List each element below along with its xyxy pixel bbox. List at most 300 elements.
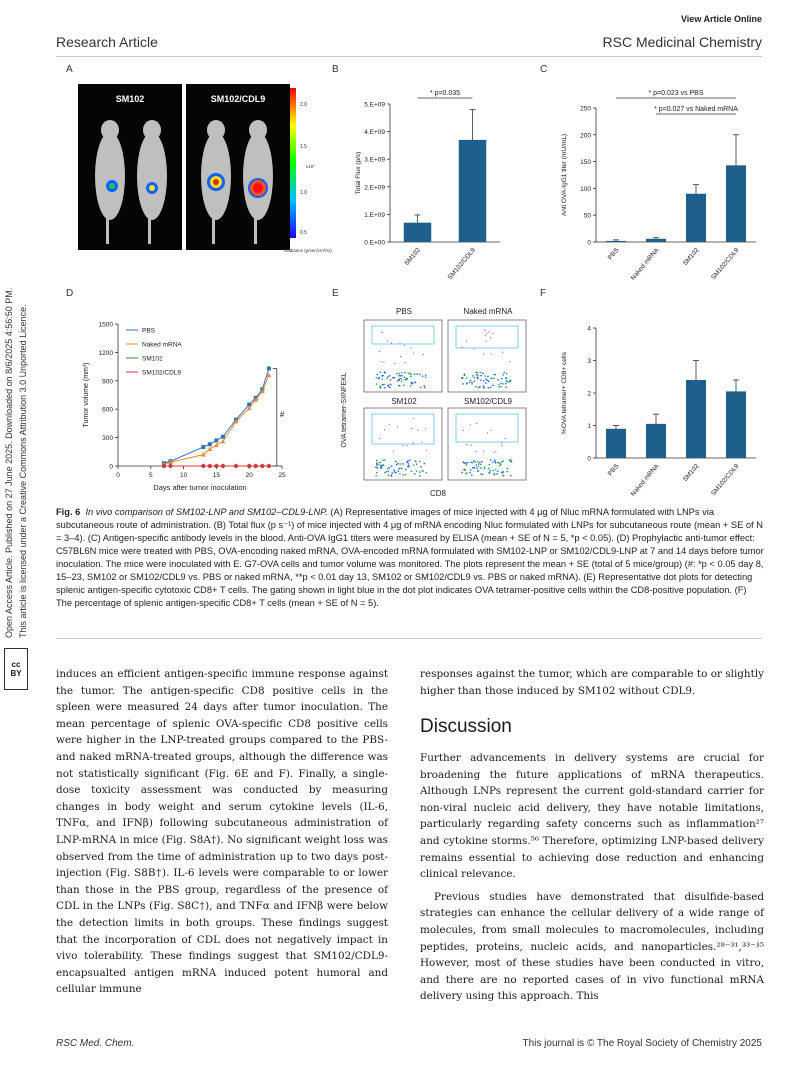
bar xyxy=(686,194,706,242)
figure-caption-text: (A) Representative images of mice injected with 4 μg of Nluc mRNA formulated with LNPs via subcutaneous route of administration. (B) Total flux (p s⁻¹) of mice injected with 4 μg of mRNA encoding Nluc formulated with LNPs for subcutaneous route (mean + SE of N = 3–4). (C) Antigen-specific antibody levels in the blood. Anti-OVA IgG1 titers were measured by ELISA (mean + SE of N = 5, *p < 0.05). (D) Prophylactic anti-tumor effect: C57BL6N mice were treated with PBS, OVA-encoding naked mRNA, OVA-encoded mRNA formulated with SM102-LNP or SM102/CDL9-LNP at 7 and 14 days before tumor inoculation. The mice were inoculated with E. G7-OVA cells and tumor volume was monitored. The plots represent the mean + SE (total of 5 mice/group) (#: *p < 0.05 day 8, 15–23, SM102 or SM102/CDL9 vs. PBS or naked mRNA, **p < 0.01 day 13, SM102 or SM102/CDL9 vs. PBS or naked mRNA). (E) Representative dot plots for detecting splenic antigen-specific cytotoxic CD8+ T cells. The gating shown in light blue in the dot plot indicates OVA tetramer-positive cells within the CD8-positive population. (F) The percentage of splenic antigen-specific CD8+ T cells (mean + SE of N = 5). xyxy=(56,507,764,608)
dot-plot-event xyxy=(478,463,480,465)
y-tick-label: 2.E+09 xyxy=(364,184,385,192)
y-tick-label: 0 xyxy=(587,239,591,247)
dot-plot-event xyxy=(397,470,399,472)
dot-plot-event xyxy=(476,372,478,374)
footer-copyright: This journal is © The Royal Society of Chemistry 2025 xyxy=(522,1038,762,1049)
dot-plot-event xyxy=(392,377,394,379)
dot-plot-event xyxy=(422,470,424,472)
dot-plot-event xyxy=(416,373,418,375)
dot-plot-event xyxy=(404,345,405,346)
dot-plot-event xyxy=(495,469,497,471)
dot-plot-event xyxy=(467,462,469,464)
dot-plot-event xyxy=(479,462,481,464)
dot-plot-event xyxy=(422,441,423,442)
dot-plot-event xyxy=(380,387,382,389)
legend-label: SM102 xyxy=(142,355,163,363)
dot-plot-event xyxy=(465,462,467,464)
dot-plot-event xyxy=(408,463,410,465)
dot-plot-event xyxy=(416,470,418,472)
dot-plot-event xyxy=(497,470,499,472)
dot-plot-event xyxy=(490,387,492,389)
dot-plot-event xyxy=(417,430,418,431)
dot-plot-event xyxy=(462,377,464,379)
dot-plot-event xyxy=(386,471,388,473)
dot-plot-event xyxy=(474,377,476,379)
dot-plot-event xyxy=(470,462,472,464)
dot-plot-event xyxy=(413,418,414,419)
dot-plot-event xyxy=(487,380,489,382)
y-axis-label: %OVA tetramer+ CD8+ cells xyxy=(561,352,568,434)
figure-caption xyxy=(56,506,764,610)
dot-plot-event xyxy=(507,468,509,470)
y-tick-label: 100 xyxy=(580,185,591,193)
by-label: BY xyxy=(10,669,22,678)
panel-letter-e: E xyxy=(332,288,339,299)
dot-plot-event xyxy=(419,374,421,376)
dot-plot-event xyxy=(413,352,414,353)
dot-plot-event xyxy=(414,381,416,383)
y-tick-label: 50 xyxy=(583,212,591,220)
dot-plot-event xyxy=(394,471,396,473)
dot-plot-event xyxy=(420,466,422,468)
dot-plot-event xyxy=(470,380,472,382)
bar xyxy=(646,239,666,242)
panel-letter-f: F xyxy=(540,288,547,299)
panel-b-chart xyxy=(344,84,514,280)
panel-letter-c: C xyxy=(540,64,548,75)
dot-plot-event xyxy=(414,473,416,475)
bar xyxy=(726,165,746,242)
dot-plot-event xyxy=(471,474,473,476)
significance-hash: # xyxy=(279,409,285,419)
dot-plot-event xyxy=(506,373,508,375)
dot-plot-event xyxy=(423,354,424,355)
legend-label: SM102/CDL9 xyxy=(142,369,182,377)
y-tick-label: 2 xyxy=(587,390,591,398)
dot-plot-event xyxy=(509,361,510,362)
dot-plot-event xyxy=(384,429,385,430)
body-paragraph-continued: responses against the tumor, which are comparable to or slightly higher than those induced by SM102 without CDL9. xyxy=(420,668,764,697)
dot-plot-event xyxy=(472,462,474,464)
data-point xyxy=(221,435,225,439)
open-access-note: Open Access Article. Published on 27 June 2025. Downloaded on 8/6/2025 4:56:50 PM. xyxy=(4,287,14,638)
dot-plot-event xyxy=(488,380,490,382)
running-header-right: RSC Medicinal Chemistry xyxy=(602,34,762,50)
ivis-label-sm102: SM102 xyxy=(115,94,145,104)
dot-plot-event xyxy=(485,335,486,336)
dot-plot-event xyxy=(492,470,494,472)
caption-divider xyxy=(56,638,762,639)
dot-plot-event xyxy=(383,464,385,466)
dot-plot-event xyxy=(464,373,466,375)
dot-plot-event xyxy=(464,469,466,471)
dot-plot-event xyxy=(379,351,380,352)
dot-plot-event xyxy=(484,375,486,377)
dot-plot-event xyxy=(488,464,490,466)
dot-plot-event xyxy=(480,379,482,381)
dot-plot-event xyxy=(426,450,427,451)
dot-plot-event xyxy=(496,473,498,475)
dot-plot-event xyxy=(510,461,512,463)
dot-plot-event xyxy=(401,372,403,374)
dot-plot-event xyxy=(466,377,468,379)
dot-plot-event xyxy=(413,464,415,466)
dot-plot-event xyxy=(379,372,381,374)
x-tick-label: SM102 xyxy=(681,462,701,484)
dot-plot-event xyxy=(471,383,473,385)
dot-plot-event xyxy=(425,376,427,378)
dot-plot-event xyxy=(474,348,475,349)
dot-plot-event xyxy=(384,459,386,461)
colorbar-tick-4: 0.5 xyxy=(300,230,307,236)
y-tick-label: 250 xyxy=(580,105,591,113)
significance-label: * p=0.023 vs PBS xyxy=(648,90,704,97)
dot-plot-event xyxy=(395,461,397,463)
footer-journal: RSC Med. Chem. xyxy=(56,1038,135,1049)
dot-plot-event xyxy=(386,377,388,379)
panel-d-chart xyxy=(78,312,308,498)
dot-plot-event xyxy=(490,430,491,431)
dot-plot-event xyxy=(476,464,478,466)
dot-plot-event xyxy=(475,386,477,388)
x-tick-label: SM102/CDL9 xyxy=(710,462,741,498)
dot-plot-event xyxy=(399,373,401,375)
dot-plot-event xyxy=(482,373,484,375)
x-tick-label: SM102/CDL9 xyxy=(446,246,478,282)
dot-plot-event xyxy=(382,375,384,377)
dot-plot-event xyxy=(405,469,407,471)
dot-plot-event xyxy=(488,387,490,389)
dot-plot-event xyxy=(425,374,427,376)
data-point xyxy=(207,446,212,451)
y-tick-label: 4 xyxy=(587,325,591,333)
dot-plot-event xyxy=(391,472,393,474)
dot-plot-event xyxy=(384,371,386,373)
view-article-online-link[interactable]: View Article Online xyxy=(680,14,762,24)
dot-plot-event xyxy=(501,378,503,380)
y-axis-label: Tumor volume (mm³) xyxy=(83,362,90,428)
data-point xyxy=(214,464,219,469)
dot-plot-event xyxy=(494,461,496,463)
dot-plot-event xyxy=(497,379,499,381)
dot-plot-event xyxy=(502,352,503,353)
dot-plot-event xyxy=(506,471,508,473)
x-tick-label: Naked mRNA xyxy=(629,246,661,282)
dot-plot-event xyxy=(383,362,384,363)
series-line xyxy=(164,375,269,464)
dot-plot-event xyxy=(422,375,424,377)
dot-plot-event xyxy=(381,378,383,380)
y-tick-label: 1200 xyxy=(98,349,113,357)
dot-plot-event xyxy=(509,459,511,461)
colorbar-tick-1: 2.0 xyxy=(300,102,307,108)
panel-letter-d: D xyxy=(66,288,74,299)
y-tick-label: 3.E+09 xyxy=(364,156,385,164)
dot-plot-event xyxy=(376,460,378,462)
dot-plot-event xyxy=(502,383,504,385)
dot-plot-event xyxy=(483,451,484,452)
body-column-right-top xyxy=(420,666,764,699)
dot-plot-event xyxy=(486,333,487,334)
dot-plot-event xyxy=(466,383,468,385)
x-axis-label: Days after tumor inoculation xyxy=(153,483,247,492)
dot-plot-event xyxy=(416,463,418,465)
dot-plot-event xyxy=(471,445,472,446)
dot-plot-event xyxy=(503,474,505,476)
dot-plot-event xyxy=(413,442,414,443)
dot-plot-event xyxy=(400,356,401,357)
y-tick-label: 150 xyxy=(580,159,591,167)
dot-plot-event xyxy=(407,461,409,463)
x-tick-label: PBS xyxy=(606,462,621,478)
significance-label: * p=0.035 xyxy=(429,90,461,97)
dot-plot-event xyxy=(497,462,499,464)
dot-plot-event xyxy=(401,380,403,382)
dot-plot-event xyxy=(375,475,377,477)
dot-plot-event xyxy=(502,460,504,462)
dot-plot-event xyxy=(379,438,380,439)
dot-plot-event xyxy=(383,384,385,386)
dot-plot-event xyxy=(399,385,401,387)
dot-plot-event xyxy=(407,445,408,446)
dot-plot-event xyxy=(425,428,426,429)
data-point xyxy=(234,464,239,469)
y-tick-label: 0.E+00 xyxy=(364,239,385,247)
dot-plot-event xyxy=(401,375,403,377)
dot-plot-event xyxy=(470,424,471,425)
dot-plot-event xyxy=(474,467,476,469)
dot-plot-label-pbs: PBS xyxy=(395,307,413,316)
dot-plot-event xyxy=(473,460,475,462)
discussion-paragraph-1: Further advancements in delivery systems are crucial for broadening the future applications of mRNA therapeutics. Although LNPs represent the current gold-standard carrier for non-viral nucleic acid delivery, they have notable limitations, particularly regarding safety concerns such as inflammation²⁷ and cytokine storms.⁵⁶ Therefore, optimizing LNP-based delivery remains essential to achieving dose reduction and enhancing clinical relevance. xyxy=(420,752,764,881)
dot-plot-event xyxy=(466,444,467,445)
dot-plot-event xyxy=(478,470,480,472)
dot-plot-label-naked: Naked mRNA xyxy=(463,307,513,316)
dot-plot-event xyxy=(480,473,482,475)
dot-plot-event xyxy=(505,383,507,385)
dot-plot-event xyxy=(472,375,474,377)
dot-plot-event xyxy=(389,387,391,389)
panel-e-dot-plots xyxy=(338,300,538,500)
dot-plot-event xyxy=(461,472,463,474)
dot-plot-event xyxy=(396,464,398,466)
y-tick-label: 900 xyxy=(102,378,113,386)
significance-label: * p=0.027 vs Naked mRNA xyxy=(654,106,738,113)
y-tick-label: 0 xyxy=(109,463,113,471)
dot-plot-event xyxy=(484,330,485,331)
dot-plot-event xyxy=(403,384,405,386)
bar xyxy=(726,391,746,458)
dot-plot-event xyxy=(399,343,400,344)
dot-plot-event xyxy=(485,382,487,384)
data-point xyxy=(214,438,218,442)
y-axis-label: Total Flux (p/s) xyxy=(355,151,362,195)
dot-plot-event xyxy=(399,473,401,475)
dot-plot-event xyxy=(389,424,390,425)
bar xyxy=(606,241,626,242)
dot-plot-event xyxy=(420,387,422,389)
dot-plot-event xyxy=(408,373,410,375)
dot-plot-event xyxy=(506,380,508,382)
dot-plot-event xyxy=(480,464,482,466)
dot-plot-event xyxy=(376,374,378,376)
dot-plot-event xyxy=(477,375,479,377)
dot-plot-event xyxy=(510,475,512,477)
dot-plot-event xyxy=(498,384,500,386)
colorbar-label: Radiance (p/sec/cm²/sr) xyxy=(284,248,332,253)
dot-plot-event xyxy=(384,472,386,474)
dot-plot-event xyxy=(412,382,414,384)
data-point xyxy=(208,442,212,446)
y-tick-label: 600 xyxy=(102,406,113,414)
dot-plot-event xyxy=(487,376,489,378)
data-point xyxy=(214,443,219,448)
dot-plot-event xyxy=(463,461,465,463)
dot-plot-event xyxy=(396,373,398,375)
cc-by-badge[interactable] xyxy=(4,648,28,690)
dot-plot-event xyxy=(501,472,503,474)
dot-plot-event xyxy=(507,381,509,383)
dot-plot-event xyxy=(493,473,495,475)
dot-plot-event xyxy=(411,471,413,473)
dot-plot-label-sm102-cdl9: SM102/CDL9 xyxy=(463,397,513,406)
dot-plot-event xyxy=(483,387,485,389)
dot-plot-event xyxy=(501,442,502,443)
dot-plot-event xyxy=(491,377,493,379)
y-tick-label: 4.E+09 xyxy=(364,129,385,137)
dot-plot-event xyxy=(376,472,378,474)
x-tick-label: SM102 xyxy=(681,246,701,268)
dot-plot-event xyxy=(393,377,395,379)
y-tick-label: 0 xyxy=(587,455,591,463)
dot-plot-event xyxy=(410,376,412,378)
x-tick-label: SM102 xyxy=(403,246,423,268)
dot-plot-event xyxy=(404,376,406,378)
x-tick-label: 0 xyxy=(116,472,120,479)
dot-plot-event xyxy=(414,373,416,375)
dot-plot-event xyxy=(391,475,393,477)
y-tick-label: 300 xyxy=(102,435,113,443)
dot-plot-event xyxy=(411,428,412,429)
dot-plot-event xyxy=(477,461,479,463)
dot-plot-event xyxy=(400,375,402,377)
dot-plot-event xyxy=(509,379,511,381)
figure-title: In vivo comparison of SM102-LNP and SM102–CDL9-LNP. xyxy=(85,507,328,517)
data-point xyxy=(220,464,225,469)
licence-note[interactable]: This article is licensed under a Creative Commons Attribution 3.0 Unported Licence. xyxy=(18,304,28,638)
dot-plot-event xyxy=(406,379,408,381)
dot-plot-event xyxy=(403,474,405,476)
dot-plot-event xyxy=(376,462,378,464)
dot-plot-event xyxy=(387,340,388,341)
panel-e-ylabel: OVA tetramer-SIINFEKL xyxy=(341,372,348,448)
dot-plot-event xyxy=(485,378,487,380)
ivis-label-sm102-cdl9: SM102/CDL9 xyxy=(210,94,266,104)
dot-plot-event xyxy=(419,461,421,463)
dot-plot-event xyxy=(476,423,477,424)
dot-plot-label-sm102: SM102 xyxy=(391,397,417,406)
legend-label: PBS xyxy=(142,327,156,335)
running-header-left: Research Article xyxy=(56,34,158,50)
colorbar-tick-3: 1.0 xyxy=(300,190,307,196)
x-tick-label: Naked mRNA xyxy=(629,462,661,498)
dot-plot-event xyxy=(493,377,495,379)
dot-plot-event xyxy=(492,384,494,386)
dot-plot-event xyxy=(399,463,401,465)
panel-a-ivis-images xyxy=(78,84,332,264)
dot-plot-event xyxy=(391,465,393,467)
dot-plot-event xyxy=(376,383,378,385)
dot-plot-event xyxy=(389,383,391,385)
dot-plot-event xyxy=(484,468,486,470)
dot-plot-event xyxy=(505,377,507,379)
dot-plot-event xyxy=(389,375,391,377)
dot-plot-event xyxy=(466,340,467,341)
dot-plot-event xyxy=(381,361,382,362)
panel-letter-a: A xyxy=(66,64,73,75)
dot-plot-frame xyxy=(448,408,526,480)
legend-label: Naked mRNA xyxy=(142,341,182,349)
dot-plot-event xyxy=(379,377,381,379)
panel-e-xlabel: CD8 xyxy=(429,489,447,498)
dot-plot-event xyxy=(409,459,411,461)
y-axis-label: Anti OVA-IgG1 titer (mU/mL) xyxy=(561,133,568,217)
dot-plot-event xyxy=(509,381,511,383)
dot-plot-event xyxy=(384,387,386,389)
dot-plot-event xyxy=(378,463,380,465)
dot-plot-event xyxy=(379,462,381,464)
dot-plot-event xyxy=(474,461,476,463)
dot-plot-event xyxy=(494,374,496,376)
dot-plot-event xyxy=(390,379,392,381)
dot-plot-event xyxy=(482,474,484,476)
dot-plot-event xyxy=(476,467,478,469)
dot-plot-event xyxy=(461,347,462,348)
dot-plot-event xyxy=(476,374,478,376)
dot-plot-event xyxy=(484,466,486,468)
y-tick-label: 1 xyxy=(587,423,591,430)
dot-plot-event xyxy=(391,342,392,343)
dot-plot-event xyxy=(469,382,471,384)
dot-plot-event xyxy=(499,465,501,467)
dot-plot-event xyxy=(382,459,384,461)
data-point xyxy=(260,464,265,469)
x-tick-label: 25 xyxy=(278,472,286,479)
dot-plot-event xyxy=(492,333,493,334)
dot-plot-event xyxy=(493,452,494,453)
dot-plot-event xyxy=(387,376,389,378)
dot-plot-event xyxy=(408,466,410,468)
header-divider xyxy=(56,56,762,57)
dot-plot-event xyxy=(404,372,406,374)
dot-plot-event xyxy=(491,353,492,354)
bar xyxy=(404,223,432,242)
colorbar-unit: x10⁷ xyxy=(306,164,315,169)
dot-plot-event xyxy=(393,451,394,452)
dot-plot-event xyxy=(483,385,485,387)
dot-plot-event xyxy=(380,467,382,469)
dot-plot-event xyxy=(477,377,479,379)
dot-plot-event xyxy=(466,472,468,474)
dot-plot-frame xyxy=(448,320,526,392)
dot-plot-frame xyxy=(364,320,442,392)
dot-plot-event xyxy=(487,432,488,433)
dot-plot-event xyxy=(474,381,476,383)
dot-plot-event xyxy=(401,468,403,470)
y-tick-label: 200 xyxy=(580,132,591,140)
dot-plot-event xyxy=(462,383,464,385)
